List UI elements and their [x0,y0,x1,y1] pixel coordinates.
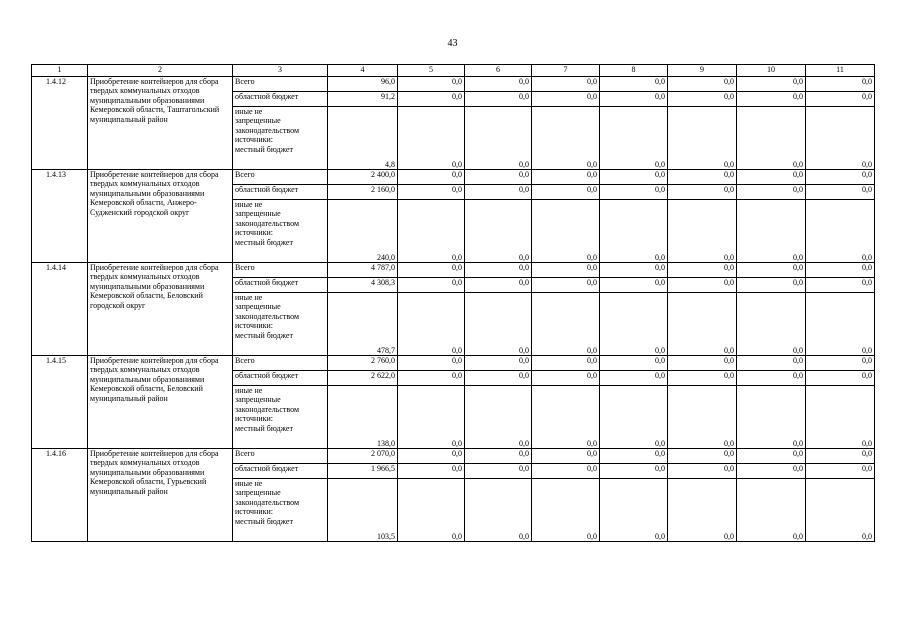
zero-value: 0,0 [398,386,465,449]
region-value: 2 622,0 [328,371,398,386]
zero-value: 0,0 [465,464,532,479]
zero-value: 0,0 [600,464,668,479]
source-other-line: местный бюджет [235,144,293,154]
budget-table [31,64,875,542]
zero-value: 0,0 [600,92,668,107]
column-header: 4 [328,65,398,77]
zero-value: 0,0 [668,92,737,107]
zero-value: 0,0 [398,107,465,170]
zero-value: 0,0 [465,278,532,293]
source-other-line: запрещенные [235,209,281,219]
zero-value: 0,0 [465,107,532,170]
source-other-line: местный бюджет [235,516,293,526]
zero-value: 0,0 [737,449,806,464]
zero-value: 0,0 [600,356,668,371]
zero-value: 0,0 [398,77,465,92]
zero-value: 0,0 [532,479,600,542]
zero-value: 0,0 [465,263,532,278]
source-total-label: Всего [233,263,328,278]
zero-value: 0,0 [737,278,806,293]
zero-value: 0,0 [806,263,875,278]
source-other-line: местный бюджет [235,330,293,340]
zero-value: 0,0 [532,170,600,185]
entry-description: Приобретение контейнеров для сбора твердых коммунальных отходов муниципальными образованиями Кемеровской области, Таштагольский муниципальный район [88,77,233,170]
zero-value: 0,0 [600,371,668,386]
local-value: 4,8 [328,107,398,170]
source-total-label: Всего [233,170,328,185]
zero-value: 0,0 [532,92,600,107]
table-row [32,356,875,371]
zero-value: 0,0 [465,293,532,356]
source-other-line: источники: [235,414,273,424]
zero-value: 0,0 [737,200,806,263]
zero-value: 0,0 [668,293,737,356]
local-value: 240,0 [328,200,398,263]
zero-value: 0,0 [465,386,532,449]
zero-value: 0,0 [398,371,465,386]
zero-value: 0,0 [532,263,600,278]
column-header: 1 [32,65,88,77]
source-other-line: источники: [235,228,273,238]
zero-value: 0,0 [465,185,532,200]
source-total-label: Всего [233,356,328,371]
zero-value: 0,0 [398,185,465,200]
total-value: 96,0 [328,77,398,92]
local-value: 103,5 [328,479,398,542]
zero-value: 0,0 [806,278,875,293]
zero-value: 0,0 [668,464,737,479]
source-other-line: иные не [235,479,263,488]
source-other-label [233,386,328,449]
entry-code: 1.4.15 [32,356,88,449]
zero-value: 0,0 [398,278,465,293]
source-other-label [233,107,328,170]
column-header: 10 [737,65,806,77]
zero-value: 0,0 [398,263,465,278]
source-total-label: Всего [233,77,328,92]
source-other-label [233,293,328,356]
source-other-line: законодательством [235,125,300,135]
zero-value: 0,0 [806,200,875,263]
source-other-line: источники: [235,135,273,145]
source-other-label [233,479,328,542]
column-header: 6 [465,65,532,77]
zero-value: 0,0 [532,107,600,170]
zero-value: 0,0 [532,185,600,200]
zero-value: 0,0 [465,356,532,371]
zero-value: 0,0 [465,170,532,185]
column-header: 3 [233,65,328,77]
zero-value: 0,0 [668,263,737,278]
zero-value: 0,0 [806,92,875,107]
zero-value: 0,0 [532,293,600,356]
header-row [32,65,875,77]
source-other-line: запрещенные [235,116,281,126]
source-other-line: иные не [235,386,263,395]
zero-value: 0,0 [465,92,532,107]
zero-value: 0,0 [806,371,875,386]
source-other-line: запрещенные [235,395,281,405]
zero-value: 0,0 [737,479,806,542]
zero-value: 0,0 [668,185,737,200]
table-row [32,170,875,185]
entry-code: 1.4.12 [32,77,88,170]
zero-value: 0,0 [737,107,806,170]
source-other-line: законодательством [235,497,300,507]
column-header: 9 [668,65,737,77]
entry-description: Приобретение контейнеров для сбора твердых коммунальных отходов муниципальными образованиями Кемеровской области, Анжеро-Судженский городской округ [88,170,233,263]
total-value: 2 400,0 [328,170,398,185]
page-number: 43 [447,38,458,49]
entry-description: Приобретение контейнеров для сбора твердых коммунальных отходов муниципальными образованиями Кемеровской области, Беловский муниципальный район [88,356,233,449]
entry-code: 1.4.14 [32,263,88,356]
zero-value: 0,0 [532,278,600,293]
source-other-line: законодательством [235,404,300,414]
source-other-line: иные не [235,293,263,302]
zero-value: 0,0 [465,479,532,542]
region-value: 4 308,3 [328,278,398,293]
column-header: 7 [532,65,600,77]
zero-value: 0,0 [806,185,875,200]
zero-value: 0,0 [532,386,600,449]
zero-value: 0,0 [668,278,737,293]
table-row [32,77,875,92]
zero-value: 0,0 [668,479,737,542]
zero-value: 0,0 [532,449,600,464]
source-region-label: областной бюджет [233,278,328,293]
zero-value: 0,0 [668,449,737,464]
zero-value: 0,0 [737,386,806,449]
source-other-label [233,200,328,263]
source-other-line: местный бюджет [235,237,293,247]
total-value: 4 787,0 [328,263,398,278]
zero-value: 0,0 [668,77,737,92]
entry-description: Приобретение контейнеров для сбора твердых коммунальных отходов муниципальными образованиями Кемеровской области, Беловский городской округ [88,263,233,356]
zero-value: 0,0 [398,200,465,263]
zero-value: 0,0 [600,278,668,293]
zero-value: 0,0 [737,371,806,386]
table-row [32,263,875,278]
zero-value: 0,0 [600,200,668,263]
source-other-line: запрещенные [235,488,281,498]
zero-value: 0,0 [737,185,806,200]
zero-value: 0,0 [737,170,806,185]
source-region-label: областной бюджет [233,464,328,479]
zero-value: 0,0 [398,356,465,371]
entry-code: 1.4.13 [32,170,88,263]
zero-value: 0,0 [465,371,532,386]
zero-value: 0,0 [806,464,875,479]
zero-value: 0,0 [465,200,532,263]
zero-value: 0,0 [806,77,875,92]
zero-value: 0,0 [737,464,806,479]
zero-value: 0,0 [806,449,875,464]
source-other-line: источники: [235,321,273,331]
zero-value: 0,0 [600,107,668,170]
source-other-line: запрещенные [235,302,281,312]
source-region-label: областной бюджет [233,92,328,107]
column-header: 5 [398,65,465,77]
zero-value: 0,0 [600,386,668,449]
zero-value: 0,0 [398,92,465,107]
zero-value: 0,0 [532,464,600,479]
zero-value: 0,0 [398,170,465,185]
zero-value: 0,0 [668,386,737,449]
zero-value: 0,0 [600,449,668,464]
total-value: 2 070,0 [328,449,398,464]
zero-value: 0,0 [806,479,875,542]
zero-value: 0,0 [737,77,806,92]
source-total-label: Всего [233,449,328,464]
zero-value: 0,0 [398,449,465,464]
zero-value: 0,0 [398,479,465,542]
source-region-label: областной бюджет [233,185,328,200]
zero-value: 0,0 [465,449,532,464]
column-header: 11 [806,65,875,77]
zero-value: 0,0 [806,293,875,356]
entry-code: 1.4.16 [32,449,88,542]
zero-value: 0,0 [600,293,668,356]
zero-value: 0,0 [465,77,532,92]
zero-value: 0,0 [398,464,465,479]
column-header: 8 [600,65,668,77]
source-other-line: источники: [235,507,273,517]
zero-value: 0,0 [600,185,668,200]
zero-value: 0,0 [806,356,875,371]
zero-value: 0,0 [532,356,600,371]
zero-value: 0,0 [532,200,600,263]
zero-value: 0,0 [600,263,668,278]
zero-value: 0,0 [600,479,668,542]
source-region-label: областной бюджет [233,371,328,386]
column-header: 2 [88,65,233,77]
zero-value: 0,0 [737,356,806,371]
zero-value: 0,0 [737,293,806,356]
zero-value: 0,0 [668,356,737,371]
zero-value: 0,0 [532,77,600,92]
source-other-line: иные не [235,107,263,116]
zero-value: 0,0 [806,386,875,449]
region-value: 2 160,0 [328,185,398,200]
source-other-line: местный бюджет [235,423,293,433]
zero-value: 0,0 [600,77,668,92]
zero-value: 0,0 [532,371,600,386]
local-value: 138,0 [328,386,398,449]
zero-value: 0,0 [600,170,668,185]
total-value: 2 760,0 [328,356,398,371]
zero-value: 0,0 [737,263,806,278]
zero-value: 0,0 [806,107,875,170]
zero-value: 0,0 [668,200,737,263]
source-other-line: законодательством [235,218,300,228]
local-value: 478,7 [328,293,398,356]
table-row [32,449,875,464]
entry-description: Приобретение контейнеров для сбора твердых коммунальных отходов муниципальными образованиями Кемеровской области, Гурьевский муниципальный район [88,449,233,542]
zero-value: 0,0 [668,107,737,170]
source-other-line: законодательством [235,311,300,321]
zero-value: 0,0 [737,92,806,107]
source-other-line: иные не [235,200,263,209]
zero-value: 0,0 [668,170,737,185]
zero-value: 0,0 [806,170,875,185]
zero-value: 0,0 [398,293,465,356]
zero-value: 0,0 [668,371,737,386]
region-value: 91,2 [328,92,398,107]
region-value: 1 966,5 [328,464,398,479]
